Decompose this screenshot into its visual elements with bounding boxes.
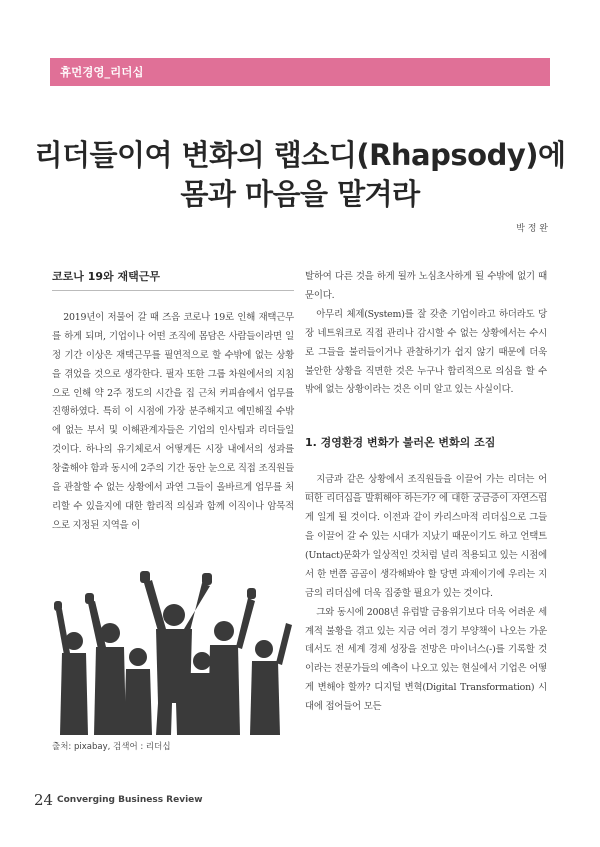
right-column [305, 268, 547, 717]
body-paragraph: 아무리 체제(System)를 잘 갖춘 기업이라고 하더라도 당장 네트워크로 직접 관리나 감시할 수 없는 상황에서는 수시로 그들을 불러들이거나 관찰하기가 쉽지 않기 때문에 더욱 불안한 상황을 직면한 것은 누구나 합리적으로 의심을 할 수밖에 없는 상황이라는 것은 이미 알고 있는 사실이다. [305, 308, 547, 396]
image-caption: 출처: pixabay, 검색어 : 리더십 [52, 742, 171, 752]
body-paragraph: 탈하여 다른 것을 하게 될까 노심초사하게 될 수밖에 없기 때문이다. [305, 271, 547, 301]
page-number: 24 [34, 791, 54, 809]
article-title-line-2: 몸과 마음을 맡겨라 [180, 177, 420, 211]
body-paragraph: 그와 동시에 2008년 유럽발 금융위기보다 더욱 어려운 세계적 불황을 겪고 있는 지금 여러 경기 부양책이 나오는 가운데서도 전 세계 경제 성장을 전망은 마이너스(-)를 기록할 것이라는 전문가들의 예측이 나오고 있는 현실에서 기업은 어떻게 변해야 할까? 디지털 변혁(Digital Transformation) 시대에 접어들어 모든 [305, 606, 547, 713]
left-column [52, 268, 294, 536]
leadership-silhouette-image [52, 553, 295, 735]
section-heading-environment: 1. 경영환경 변화가 불러온 변화의 조짐 [305, 436, 496, 450]
publication-name: Converging Business Review [57, 795, 203, 805]
body-paragraph: 2019년이 저물어 갈 때 즈음 코로나 19로 인해 재택근무를 하게 되며, 기업이나 어떤 조직에 몸담은 사람들이라면 일정 기간 이상은 재택근무를 필연적으로 할 수밖에 없는 상황을 겪었을 것으로 생각한다. 필자 또한 그룹 차원에서의 지침으로 인해 약 2주 정도의 시간을 집 근처 커피숍에서 업무를 진행하였다. 특히 이 시점에 가장 분주해지고 예민해질 수밖에 없는 부서 및 이해관계자들은 기업의 인사팀과 리더들일 것이다. 하나의 유기체로서 어떻게든 시장 내에서의 성과를 창출해야 함과 동시에 2주의 기간 동안 눈으로 직접 조직원들을 관찰할 수 없는 상황에서 과연 그들이 올바르게 업무를 처리할 수 있을지에 대한 합리적 의심과 함께 이직이나 암묵적으로 지정된 지역을 이 [52, 311, 294, 531]
section-heading-covid: 코로나 19와 재택근무 [52, 270, 160, 283]
author-name: 박 정 완 [516, 224, 548, 234]
body-paragraph: 지금과 같은 상황에서 조직원들을 이끌어 가는 리더는 어떠한 리더십을 발휘해야 하는가? 에 대한 궁금증이 자연스럽게 일게 될 것이다. 이전과 같이 카리스마적 리더십으로 그들을 이끌어 갈 수 있는 시대가 지났기 때문이기도 하고 언택트(Untact)문화가 일상적인 것처럼 널리 적용되고 있는 시점에서 한 번쯤 곰곰이 생각해봐야 할 당면 과제이기에 우리는 지금의 리더십에 더욱 집중할 필요가 있는 것이다. [305, 474, 547, 599]
category-header-band [50, 58, 550, 86]
category-label: 휴먼경영_리더십 [60, 65, 144, 79]
article-title-line-1: 리더들이여 변화의 랩소디(Rhapsody)에 [34, 138, 566, 172]
